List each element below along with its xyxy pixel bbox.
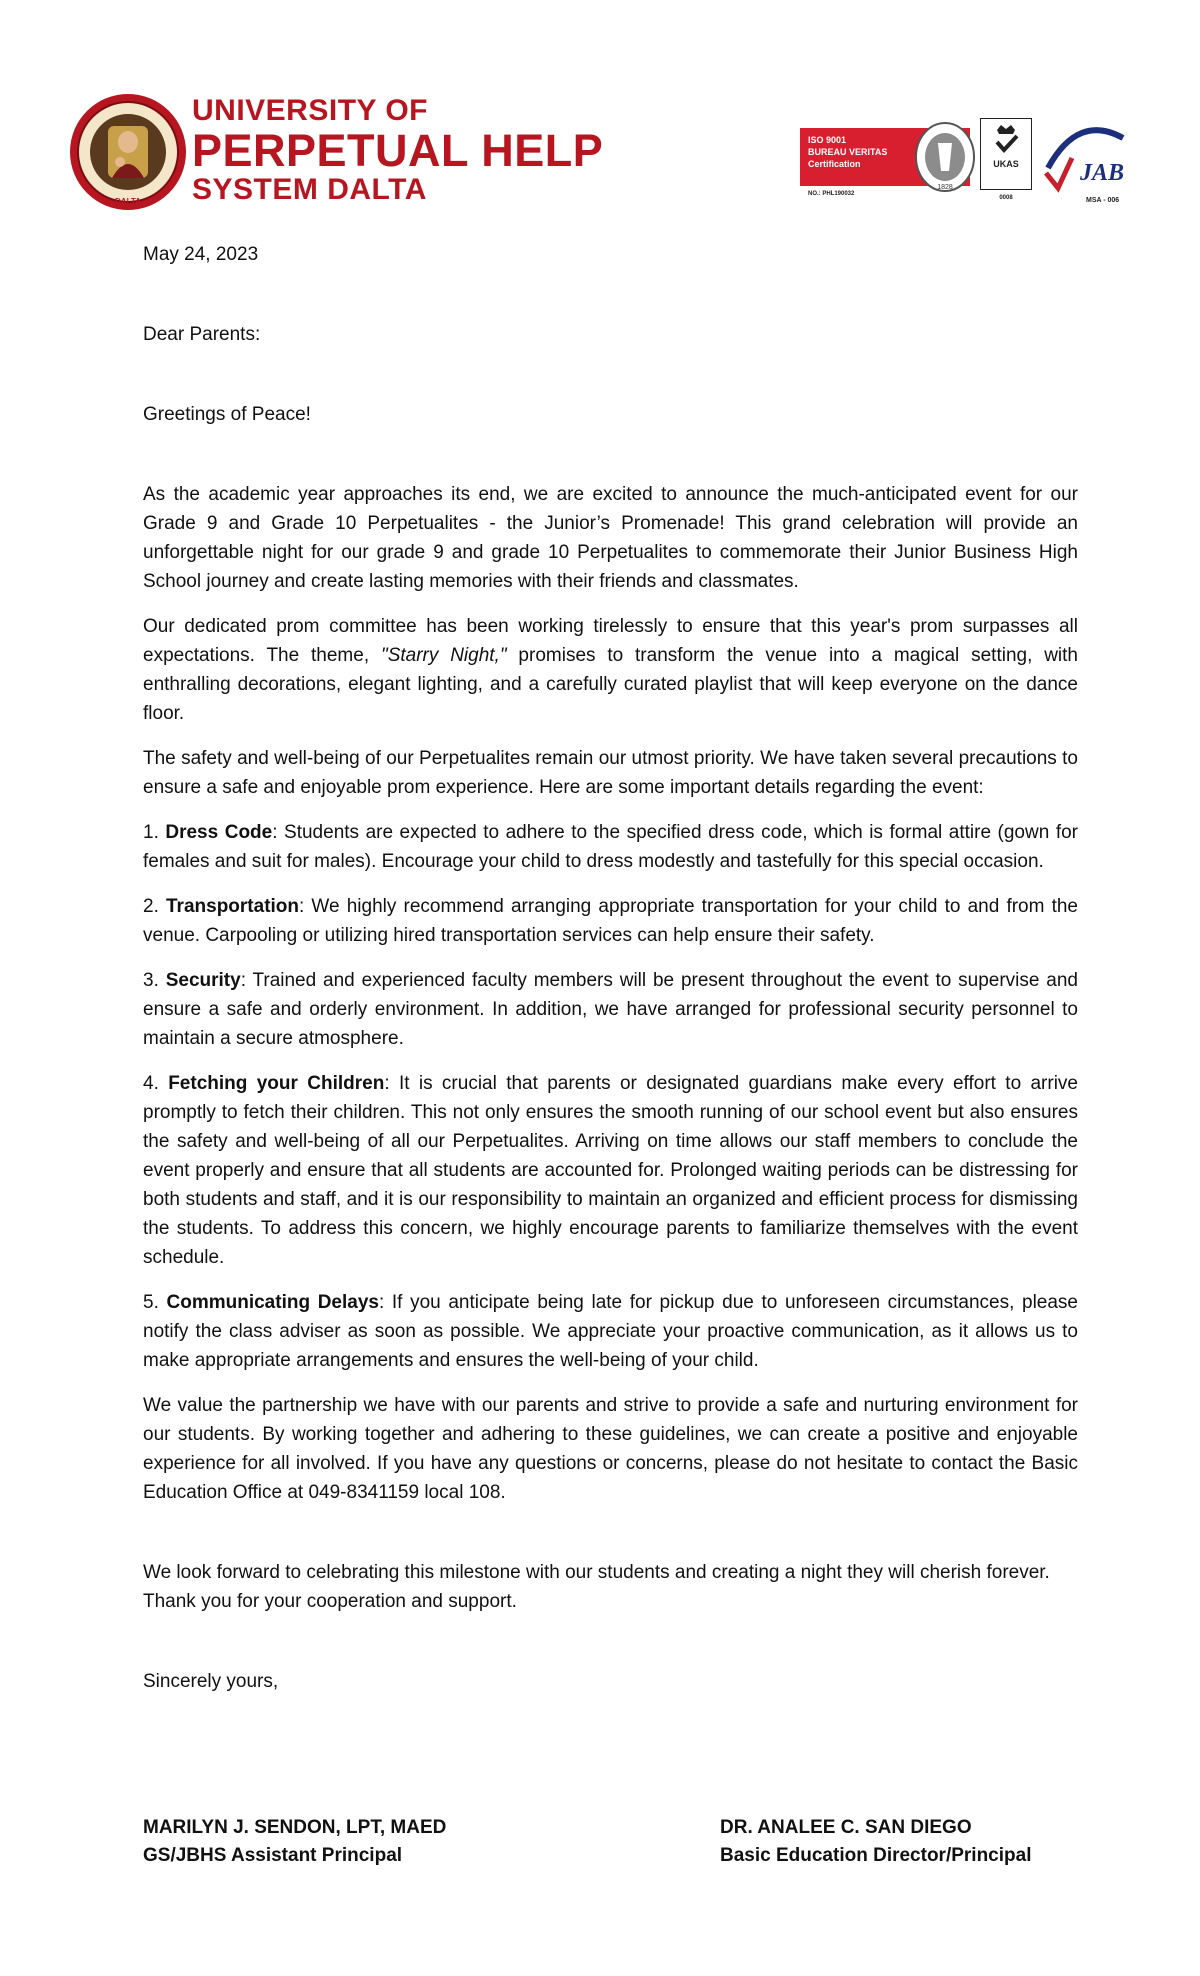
- paragraph-closing: We look forward to celebrating this milestone with our students and creating a night they will cherish forever. Thank you for your cooperation and support.: [143, 1562, 1050, 1612]
- letter-date: May 24, 2023: [143, 244, 259, 265]
- school-name-line2: PERPETUAL HELP: [192, 125, 604, 176]
- signer-right: [720, 1814, 1031, 1870]
- item-text: : If you anticipate being late for pickup due to unforeseen circumstances, please notify the class adviser as soon as possible. We appreciate your proactive communication, as it allows us to make appropriate arrangements and ensures the well-being of your child.: [143, 1292, 1078, 1371]
- signer-name: DR. ANALEE C. SAN DIEGO: [720, 1817, 972, 1838]
- item-text: : We highly recommend arranging appropriate transportation for your child to and from the venue. Carpooling or utilizing hired transportation services can help ensure their safety.: [143, 896, 1078, 946]
- letterhead: [0, 0, 1200, 230]
- item-number: 4.: [143, 1073, 169, 1094]
- university-seal-icon: [68, 92, 188, 212]
- signer-name: MARILYN J. SENDON, LPT, MAED: [143, 1817, 447, 1838]
- item-number: 3.: [143, 970, 166, 991]
- item-title: Security: [165, 970, 241, 991]
- item-title: Communicating Delays: [166, 1292, 379, 1313]
- ukas-badge: [980, 118, 1032, 201]
- item-text: : It is crucial that parents or designated guardians make every effort to arrive promptly to fetch their children. This not only ensures the smooth running of our school event but also ensures the safety and well-being of all our Perpetualites. Arriving on time allows our staff members to conclude the event properly and ensure that all students are accounted for. Prolonged waiting periods can be distressing for both students and staff, and it is our responsibility to maintain an organized and efficient process for dismissing the students. To address this concern, we highly encourage parents to familiarize themselves with the event schedule.: [143, 1073, 1078, 1268]
- ukas-label: UKAS: [993, 159, 1019, 169]
- ukas-number: 0008: [999, 195, 1013, 201]
- iso-label: ISO 9001: [808, 135, 847, 145]
- list-item: [143, 1288, 1078, 1375]
- list-item: [143, 966, 1078, 1053]
- item-number: 1.: [143, 822, 166, 843]
- bureau-veritas-seal-icon: [914, 121, 976, 193]
- seal-bottom-text: DALTA: [115, 197, 141, 206]
- list-item: [143, 1069, 1078, 1272]
- iso-number: NO.: PHL190032: [808, 191, 855, 197]
- item-text: : Trained and experienced faculty members will be present throughout the event to supervise and ensure a safe and orderly environment. In addition, we have arranged for professional security personnel to maintain a secure atmosphere.: [143, 970, 1079, 1049]
- signer-title: GS/JBHS Assistant Principal: [143, 1845, 403, 1866]
- signer-title: Basic Education Director/Principal: [720, 1845, 1032, 1866]
- theme-name: "Starry Night,": [380, 645, 507, 666]
- bureau-veritas-label: BUREAU VERITAS: [808, 147, 888, 158]
- certification-logos: [800, 118, 1130, 208]
- school-name: [192, 96, 603, 205]
- paragraph-intro: As the academic year approaches its end, we are excited to announce the much-anticipated event for our Grade 9 and Grade 10 Perpetualites - the Junior’s Promenade! This grand celebration will provide an unforgettable night for our grade 9 and grade 10 Perpetualites to commemorate their Junior Business High School journey and create lasting memories with their friends and classmates.: [143, 484, 1078, 592]
- signature-block: [143, 1814, 1078, 1874]
- crown-check-icon: [991, 122, 1021, 156]
- jab-logo-icon: [1038, 118, 1128, 208]
- item-text: : Students are expected to adhere to the specified dress code, which is formal attire (gown for females and suit for males). Encourage your child to dress modestly and tastefully for this special occasion.: [143, 822, 1078, 872]
- school-name-line1: UNIVERSITY OF: [192, 94, 428, 127]
- greeting: Greetings of Peace!: [143, 404, 311, 425]
- certification-label: Certification: [808, 159, 861, 170]
- list-item: [143, 818, 1078, 876]
- item-title: Transportation: [166, 896, 300, 917]
- signer-left: [143, 1814, 446, 1870]
- item-title: Fetching your Children: [168, 1073, 385, 1094]
- jab-label: JAB: [1080, 160, 1125, 186]
- closing: Sincerely yours,: [143, 1671, 279, 1692]
- theme-text-b: promises to transform the venue into a magical setting, with enthralling decorations, elegant lighting, and a carefully curated playlist that will keep everyone on the dance floor.: [143, 645, 1078, 724]
- school-name-line3: SYSTEM DALTA: [192, 173, 427, 206]
- paragraph-safety: The safety and well-being of our Perpetualites remain our utmost priority. We have taken several precautions to ensure a safe and enjoyable prom experience. Here are some important details regarding the event:: [143, 748, 1078, 798]
- item-title: Dress Code: [165, 822, 273, 843]
- list-item: [143, 892, 1078, 950]
- letter-body: [143, 240, 1078, 1696]
- paragraph-theme: [143, 612, 1078, 728]
- item-number: 5.: [143, 1292, 167, 1313]
- bv-year: 1828: [937, 184, 953, 191]
- jab-number: MSA - 006: [1086, 197, 1120, 204]
- item-number: 2.: [143, 896, 166, 917]
- salutation: Dear Parents:: [143, 324, 261, 345]
- theme-text-a: Our dedicated prom committee has been working tirelessly to ensure that this year's prom surpasses all expectations. The theme,: [143, 616, 1078, 666]
- paragraph-partnership: We value the partnership we have with our parents and strive to provide a safe and nurturing environment for our students. By working together and adhering to these guidelines, we can create a positive and enjoyable experience for all involved. If you have any questions or concerns, please do not hesitate to contact the Basic Education Office at 049-8341159 local 108.: [143, 1395, 1078, 1503]
